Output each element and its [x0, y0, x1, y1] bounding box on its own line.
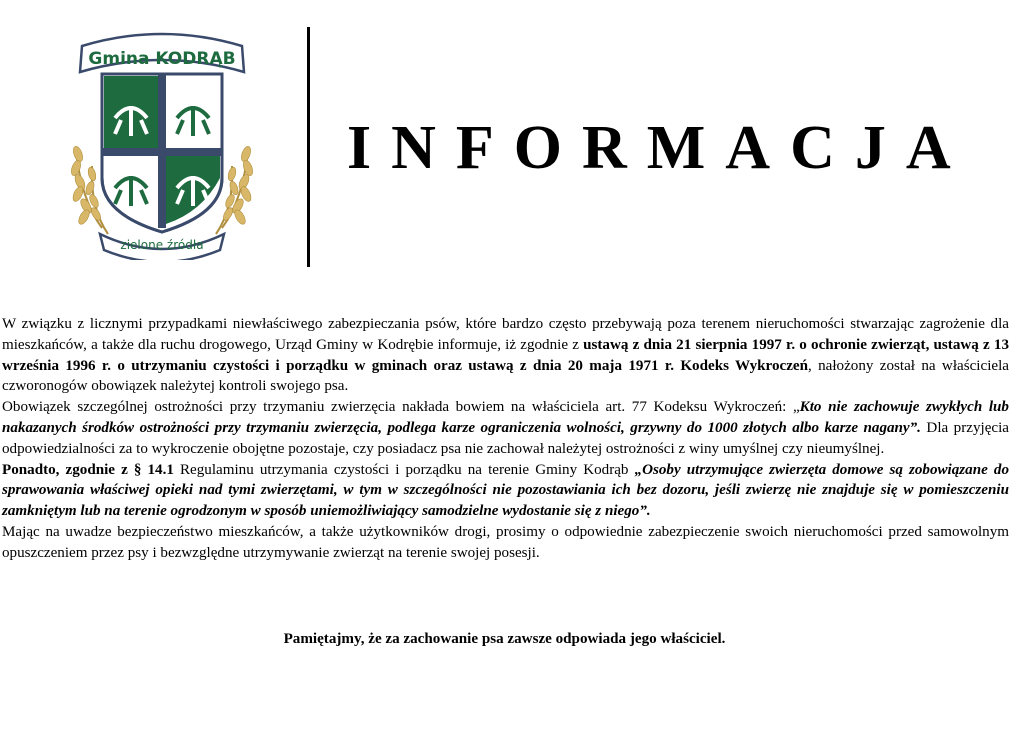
closing-statement: Pamiętajmy, że za zachowanie psa zawsze odpowiada jego właściciel.	[283, 631, 726, 647]
paragraph-2-text-2: Dla przyjęcia odpowiedzialności za to wykroczenie obojętne pozostaje, czy posiadacz psa nie zachował należytej ostrożności z winy umyślnej czy nieumyślnej.	[2, 419, 1009, 457]
header-divider	[307, 27, 310, 267]
paragraph-3	[2, 460, 1009, 522]
paragraph-2-quote: Kto nie zachowuje zwykłych lub nakazanych środków ostrożności przy trzymaniu zwierzęcia, podlega karze ograniczenia wolności, grzywny do 1000 złotych albo karze nagany”.	[2, 399, 1009, 436]
logo-top-banner	[80, 34, 244, 72]
paragraph-4-text-1: Mając na uwadze bezpieczeństwo mieszkańców, a także użytkowników drogi, prosimy o odpowiednie zabezpieczenie swoich nieruchomości przed samowolnym opuszczeniem przez psy i bezwzględne utrzymywanie zwierząt na terenie swojej posesji.	[2, 523, 1009, 561]
paragraph-1-text-2: , nałożony został na właściciela czworonogów obowiązek należytej kontroli swojego psa.	[2, 357, 1009, 395]
paragraph-1-text-1: W związku z licznymi przypadkami niewłaściwego zabezpieczania psów, które bardzo często przebywają poza terenem nieruchomości stwarzając zagrożenie dla mieszkańców, a także dla ruchu drogowego, Urząd Gminy w Kodrębie informuje, iż zgodnie z	[2, 316, 1009, 353]
paragraph-3-text-1: Regulaminu utrzymania czystości i porządku na terenie Gminy Kodrąb	[173, 461, 635, 478]
paragraph-4	[2, 522, 1009, 564]
paragraph-2	[2, 397, 1009, 459]
paragraph-1-law-references: ustawą z dnia 21 sierpnia 1997 r. o ochronie zwierząt, ustawą z 13 września 1996 r. o utrzymaniu czystości i porządku w gminach oraz ustawą z dnia 20 maja 1971 r. Kodeks Wykroczeń	[2, 336, 1009, 374]
gmina-kodrab-coat-of-arms-logo	[62, 28, 262, 260]
page-title: INFORMACJA	[347, 114, 971, 182]
paragraph-3-lead: Ponadto, zgodnie z § 14.1	[2, 461, 174, 478]
paragraph-2-text-1: Obowiązek szczególnej ostrożności przy trzymaniu zwierzęcia nakłada bowiem na właściciela art. 77 Kodeksu Wykroczeń: „	[2, 399, 800, 416]
logo-bottom-banner	[100, 234, 224, 260]
paragraph-1	[2, 314, 1009, 397]
paragraph-3-quote: „Osoby utrzymujące zwierzęta domowe są zobowiązane do sprawowania właściwej opieki nad tymi zwierzętami, w tym w szczególności nie pozostawiania ich bez dozoru, jeśli zwierzę nie znajduje się w pomieszczeniu zamkniętym lub na terenie ogrodzonym w sposób uniemożliwiający samodzielne wydostanie się z niego”.	[2, 461, 1009, 520]
logo-banner-text: Gmina KODRĄB	[88, 49, 236, 69]
document-header	[0, 0, 1017, 280]
logo-motto-text: zielone źródła	[120, 238, 204, 252]
document-body	[2, 314, 1009, 564]
shield	[102, 74, 222, 232]
